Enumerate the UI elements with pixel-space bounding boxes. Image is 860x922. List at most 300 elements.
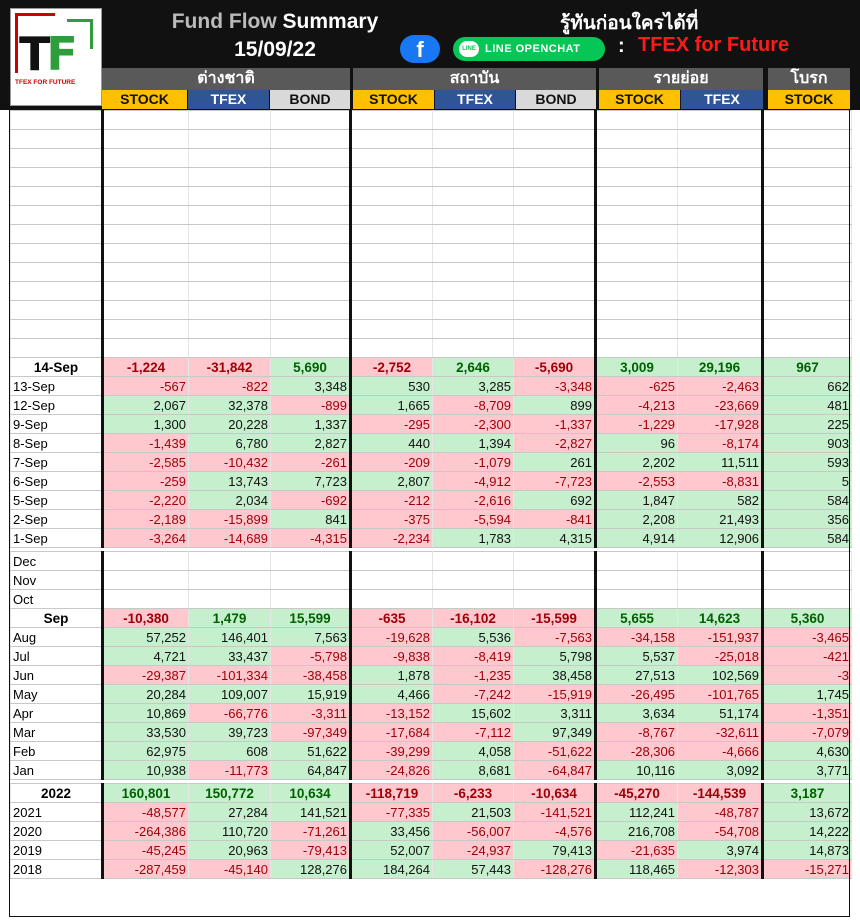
empty-row <box>11 168 852 187</box>
value-cell <box>189 111 271 130</box>
row-label: 2020 <box>11 822 103 841</box>
value-cell: -13,152 <box>351 704 433 723</box>
value-cell: 62,975 <box>103 742 189 761</box>
value-cell <box>678 282 763 301</box>
value-cell: -2,463 <box>678 377 763 396</box>
value-cell <box>103 168 189 187</box>
value-cell <box>271 244 351 263</box>
value-cell <box>514 263 596 282</box>
value-cell <box>103 263 189 282</box>
value-cell <box>189 187 271 206</box>
daily-row <box>11 453 852 472</box>
value-cell <box>189 301 271 320</box>
empty-month-row <box>11 590 852 609</box>
value-cell: 38,458 <box>514 666 596 685</box>
value-cell: 33,456 <box>351 822 433 841</box>
value-cell: 356 <box>763 510 852 529</box>
value-cell: 4,630 <box>763 742 852 761</box>
group-header-foreign: ต่างชาติ <box>102 68 350 90</box>
value-cell: 3,092 <box>678 761 763 780</box>
value-cell <box>189 552 271 571</box>
value-cell <box>433 168 514 187</box>
value-cell: -2,827 <box>514 434 596 453</box>
yearly-row <box>11 860 852 879</box>
row-label <box>11 320 103 339</box>
value-cell <box>103 244 189 263</box>
value-cell: -12,303 <box>678 860 763 879</box>
value-cell <box>433 130 514 149</box>
value-cell <box>763 301 852 320</box>
value-cell: 3,348 <box>271 377 351 396</box>
row-label: Nov <box>11 571 103 590</box>
value-cell <box>596 320 678 339</box>
value-cell <box>103 206 189 225</box>
value-cell <box>596 206 678 225</box>
daily-row <box>11 415 852 434</box>
value-cell: 584 <box>763 529 852 548</box>
value-cell: -3,264 <box>103 529 189 548</box>
value-cell <box>596 552 678 571</box>
value-cell: 52,007 <box>351 841 433 860</box>
subheader-foreign-tfex: TFEX <box>188 90 269 109</box>
value-cell <box>514 590 596 609</box>
value-cell <box>596 571 678 590</box>
value-cell: 5,360 <box>763 609 852 628</box>
value-cell: 64,847 <box>271 761 351 780</box>
row-label <box>11 206 103 225</box>
value-cell: -24,937 <box>433 841 514 860</box>
value-cell <box>596 225 678 244</box>
value-cell <box>514 206 596 225</box>
row-label: Jul <box>11 647 103 666</box>
value-cell: -25,018 <box>678 647 763 666</box>
value-cell <box>514 552 596 571</box>
value-cell: -28,306 <box>596 742 678 761</box>
row-label <box>11 301 103 320</box>
value-cell <box>189 244 271 263</box>
value-cell <box>433 552 514 571</box>
value-cell: -9,838 <box>351 647 433 666</box>
subheader-retail-tfex: TFEX <box>681 90 763 109</box>
value-cell <box>433 301 514 320</box>
value-cell: -3 <box>763 666 852 685</box>
value-cell <box>271 571 351 590</box>
value-cell <box>596 282 678 301</box>
value-cell: -261 <box>271 453 351 472</box>
value-cell: -45,245 <box>103 841 189 860</box>
daily-row <box>11 510 852 529</box>
value-cell <box>514 149 596 168</box>
monthly-row <box>11 723 852 742</box>
value-cell <box>433 206 514 225</box>
value-cell: 3,974 <box>678 841 763 860</box>
empty-row <box>11 339 852 358</box>
group-header-institution: สถาบัน <box>353 68 596 90</box>
value-cell: 13,672 <box>763 803 852 822</box>
row-label <box>11 225 103 244</box>
value-cell: -2,553 <box>596 472 678 491</box>
value-cell <box>433 111 514 130</box>
value-cell <box>678 130 763 149</box>
value-cell: -5,690 <box>514 358 596 377</box>
row-label: May <box>11 685 103 704</box>
value-cell: 15,919 <box>271 685 351 704</box>
value-cell: 10,116 <box>596 761 678 780</box>
value-cell <box>271 590 351 609</box>
value-cell: -48,787 <box>678 803 763 822</box>
value-cell: -54,708 <box>678 822 763 841</box>
value-cell: -17,684 <box>351 723 433 742</box>
value-cell: 225 <box>763 415 852 434</box>
value-cell <box>351 590 433 609</box>
value-cell: 184,264 <box>351 860 433 879</box>
yearly-summary-row <box>11 784 852 803</box>
value-cell: -1,235 <box>433 666 514 685</box>
value-cell <box>433 590 514 609</box>
value-cell <box>351 187 433 206</box>
value-cell: -39,299 <box>351 742 433 761</box>
value-cell: 10,634 <box>271 784 351 803</box>
value-cell: 51,174 <box>678 704 763 723</box>
value-cell <box>763 571 852 590</box>
value-cell: 1,394 <box>433 434 514 453</box>
value-cell: -1,351 <box>763 704 852 723</box>
value-cell: 57,252 <box>103 628 189 647</box>
value-cell: 27,513 <box>596 666 678 685</box>
row-label: Jan <box>11 761 103 780</box>
value-cell <box>351 130 433 149</box>
value-cell <box>514 187 596 206</box>
value-cell <box>433 225 514 244</box>
value-cell: -4,912 <box>433 472 514 491</box>
value-cell <box>189 225 271 244</box>
row-label <box>11 187 103 206</box>
value-cell <box>271 225 351 244</box>
value-cell <box>351 149 433 168</box>
value-cell: -26,495 <box>596 685 678 704</box>
subheader-retail-stock: STOCK <box>599 90 680 109</box>
value-cell <box>351 552 433 571</box>
row-label: 2018 <box>11 860 103 879</box>
value-cell <box>763 339 852 358</box>
row-label: 14-Sep <box>11 358 103 377</box>
value-cell: 10,938 <box>103 761 189 780</box>
value-cell <box>351 571 433 590</box>
value-cell: 216,708 <box>596 822 678 841</box>
value-cell: -625 <box>596 377 678 396</box>
value-cell: -11,773 <box>189 761 271 780</box>
value-cell <box>763 149 852 168</box>
value-cell: 3,009 <box>596 358 678 377</box>
value-cell: 112,241 <box>596 803 678 822</box>
daily-row <box>11 396 852 415</box>
value-cell: -34,158 <box>596 628 678 647</box>
value-cell: -4,213 <box>596 396 678 415</box>
value-cell <box>678 225 763 244</box>
value-cell: 7,723 <box>271 472 351 491</box>
value-cell <box>103 225 189 244</box>
value-cell <box>103 130 189 149</box>
value-cell <box>514 130 596 149</box>
value-cell: -8,831 <box>678 472 763 491</box>
subheader-institution-bond: BOND <box>516 90 596 109</box>
row-label: 2021 <box>11 803 103 822</box>
value-cell <box>103 111 189 130</box>
value-cell <box>189 263 271 282</box>
empty-row <box>11 263 852 282</box>
value-cell <box>433 244 514 263</box>
empty-row <box>11 206 852 225</box>
value-cell: 1,300 <box>103 415 189 434</box>
monthly-row <box>11 704 852 723</box>
value-cell: -1,439 <box>103 434 189 453</box>
value-cell: 146,401 <box>189 628 271 647</box>
value-cell: -29,387 <box>103 666 189 685</box>
value-cell <box>189 282 271 301</box>
value-cell: -64,847 <box>514 761 596 780</box>
value-cell <box>271 552 351 571</box>
row-label <box>11 263 103 282</box>
yearly-row <box>11 803 852 822</box>
value-cell: 582 <box>678 491 763 510</box>
value-cell: -7,563 <box>514 628 596 647</box>
row-label: 2022 <box>11 784 103 803</box>
value-cell: 39,723 <box>189 723 271 742</box>
value-cell <box>189 320 271 339</box>
value-cell <box>103 320 189 339</box>
tfex-logo <box>10 8 102 106</box>
value-cell <box>271 301 351 320</box>
value-cell: -101,334 <box>189 666 271 685</box>
daily-row <box>11 472 852 491</box>
monthly-row <box>11 685 852 704</box>
value-cell: 440 <box>351 434 433 453</box>
row-label <box>11 149 103 168</box>
value-cell: -3,311 <box>271 704 351 723</box>
value-cell <box>433 187 514 206</box>
value-cell: 8,681 <box>433 761 514 780</box>
value-cell <box>678 206 763 225</box>
value-cell <box>351 263 433 282</box>
value-cell: -15,271 <box>763 860 852 879</box>
value-cell <box>103 301 189 320</box>
value-cell: 11,511 <box>678 453 763 472</box>
value-cell <box>514 339 596 358</box>
value-cell <box>514 225 596 244</box>
empty-row <box>11 187 852 206</box>
empty-row <box>11 301 852 320</box>
value-cell: -31,842 <box>189 358 271 377</box>
monthly-summary-row <box>11 609 852 628</box>
value-cell: 6,780 <box>189 434 271 453</box>
value-cell <box>596 263 678 282</box>
value-cell: 12,906 <box>678 529 763 548</box>
value-cell <box>678 263 763 282</box>
value-cell: 481 <box>763 396 852 415</box>
value-cell: 57,443 <box>433 860 514 879</box>
monthly-row <box>11 666 852 685</box>
row-label: Jun <box>11 666 103 685</box>
empty-row <box>11 282 852 301</box>
row-label: 5-Sep <box>11 491 103 510</box>
value-cell <box>271 130 351 149</box>
value-cell: 2,807 <box>351 472 433 491</box>
value-cell: 608 <box>189 742 271 761</box>
value-cell: 13,743 <box>189 472 271 491</box>
value-cell: -212 <box>351 491 433 510</box>
value-cell: -1,229 <box>596 415 678 434</box>
value-cell <box>271 320 351 339</box>
value-cell: -2,189 <box>103 510 189 529</box>
value-cell <box>763 187 852 206</box>
value-cell: 662 <box>763 377 852 396</box>
value-cell: 4,058 <box>433 742 514 761</box>
value-cell: -48,577 <box>103 803 189 822</box>
value-cell: -151,937 <box>678 628 763 647</box>
value-cell <box>271 282 351 301</box>
value-cell <box>189 571 271 590</box>
value-cell: -635 <box>351 609 433 628</box>
value-cell: 97,349 <box>514 723 596 742</box>
value-cell: 4,721 <box>103 647 189 666</box>
value-cell: 899 <box>514 396 596 415</box>
value-cell <box>514 244 596 263</box>
value-cell: 1,337 <box>271 415 351 434</box>
value-cell: 141,521 <box>271 803 351 822</box>
logo-tagline: TFEX FOR FUTURE <box>15 79 76 86</box>
value-cell: -375 <box>351 510 433 529</box>
value-cell: 5 <box>763 472 852 491</box>
value-cell <box>433 571 514 590</box>
value-cell <box>678 168 763 187</box>
value-cell: -118,719 <box>351 784 433 803</box>
value-cell <box>189 149 271 168</box>
value-cell: 118,465 <box>596 860 678 879</box>
value-cell: 4,914 <box>596 529 678 548</box>
value-cell: 2,067 <box>103 396 189 415</box>
value-cell: -899 <box>271 396 351 415</box>
value-cell: 1,665 <box>351 396 433 415</box>
value-cell <box>189 339 271 358</box>
row-label: 12-Sep <box>11 396 103 415</box>
value-cell <box>514 571 596 590</box>
value-cell <box>514 168 596 187</box>
value-cell: 10,869 <box>103 704 189 723</box>
value-cell <box>763 263 852 282</box>
row-label: 1-Sep <box>11 529 103 548</box>
value-cell: 20,963 <box>189 841 271 860</box>
value-cell: 128,276 <box>271 860 351 879</box>
value-cell: 15,599 <box>271 609 351 628</box>
row-label: Mar <box>11 723 103 742</box>
value-cell: 14,873 <box>763 841 852 860</box>
value-cell: -45,270 <box>596 784 678 803</box>
row-label <box>11 111 103 130</box>
value-cell <box>514 320 596 339</box>
empty-row <box>11 130 852 149</box>
value-cell <box>351 282 433 301</box>
title-part2: Summary <box>282 10 379 33</box>
value-cell: 3,634 <box>596 704 678 723</box>
value-cell <box>271 111 351 130</box>
value-cell: -15,899 <box>189 510 271 529</box>
value-cell: 967 <box>763 358 852 377</box>
row-label: 2-Sep <box>11 510 103 529</box>
value-cell <box>678 339 763 358</box>
value-cell: 5,690 <box>271 358 351 377</box>
value-cell: -3,465 <box>763 628 852 647</box>
value-cell <box>763 320 852 339</box>
value-cell <box>763 206 852 225</box>
value-cell: -4,666 <box>678 742 763 761</box>
line-openchat-label: LINE OPENCHAT <box>485 43 581 55</box>
value-cell: -295 <box>351 415 433 434</box>
value-cell: 96 <box>596 434 678 453</box>
value-cell <box>433 282 514 301</box>
value-cell: 1,783 <box>433 529 514 548</box>
value-cell: 5,655 <box>596 609 678 628</box>
value-cell: 5,798 <box>514 647 596 666</box>
row-label: Oct <box>11 590 103 609</box>
value-cell: 2,646 <box>433 358 514 377</box>
facebook-icon[interactable]: f <box>400 35 440 63</box>
fund-flow-table <box>10 110 852 879</box>
value-cell: -5,798 <box>271 647 351 666</box>
value-cell: 4,315 <box>514 529 596 548</box>
report-date: 15/09/22 <box>234 38 316 61</box>
value-cell <box>433 339 514 358</box>
empty-row <box>11 149 852 168</box>
value-cell <box>514 301 596 320</box>
value-cell <box>763 244 852 263</box>
line-openchat-button[interactable] <box>453 37 605 61</box>
value-cell <box>596 130 678 149</box>
slogan-text: รู้ทันก่อนใครได้ที่ <box>560 13 699 34</box>
value-cell: -1,079 <box>433 453 514 472</box>
value-cell: -2,220 <box>103 491 189 510</box>
subheader-foreign-bond: BOND <box>270 90 350 109</box>
value-cell: -2,585 <box>103 453 189 472</box>
row-label: 2019 <box>11 841 103 860</box>
subheader-institution-stock: STOCK <box>353 90 434 109</box>
value-cell: -21,635 <box>596 841 678 860</box>
value-cell <box>351 339 433 358</box>
value-cell: -77,335 <box>351 803 433 822</box>
value-cell: -24,826 <box>351 761 433 780</box>
value-cell <box>351 244 433 263</box>
value-cell <box>678 244 763 263</box>
value-cell <box>596 187 678 206</box>
value-cell: 20,228 <box>189 415 271 434</box>
value-cell: 1,847 <box>596 491 678 510</box>
value-cell: 3,187 <box>763 784 852 803</box>
value-cell <box>351 111 433 130</box>
value-cell <box>103 149 189 168</box>
monthly-row <box>11 742 852 761</box>
value-cell: 3,771 <box>763 761 852 780</box>
value-cell: 21,493 <box>678 510 763 529</box>
row-label <box>11 282 103 301</box>
value-cell: -71,261 <box>271 822 351 841</box>
value-cell <box>351 168 433 187</box>
value-cell <box>271 206 351 225</box>
value-cell: -264,386 <box>103 822 189 841</box>
value-cell: 27,284 <box>189 803 271 822</box>
value-cell: -692 <box>271 491 351 510</box>
value-cell <box>351 301 433 320</box>
value-cell: 1,479 <box>189 609 271 628</box>
value-cell: -2,234 <box>351 529 433 548</box>
